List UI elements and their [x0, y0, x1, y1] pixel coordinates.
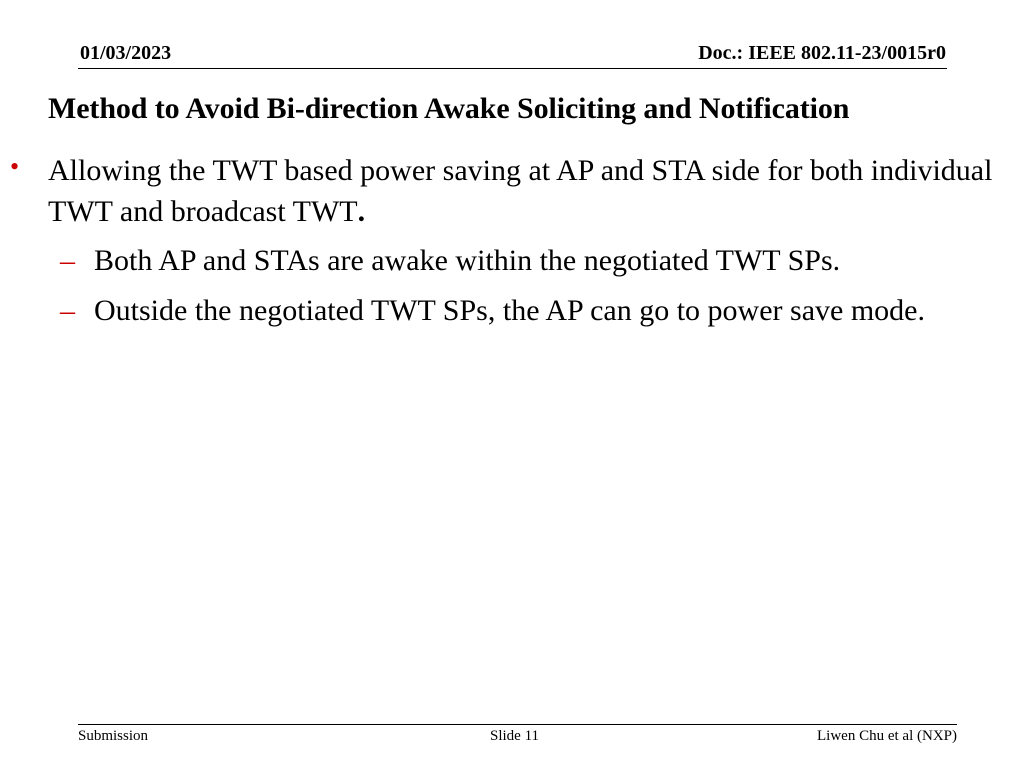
sub-bullet-2-marker: –: [60, 294, 75, 327]
bullet-1-text: [48, 150, 998, 232]
footer-slide-number: Slide 11: [490, 728, 540, 744]
header-date: 01/03/2023: [80, 42, 172, 64]
header-doc-id: Doc.: IEEE 802.11-23/0015r0: [698, 42, 946, 64]
bullet-marker: •: [10, 152, 20, 181]
bullet-1-end-mark: .: [357, 195, 366, 228]
sub-bullet-1-text: Both AP and STAs are awake within the negotiated TWT SPs.: [94, 244, 841, 277]
footer-author: Liwen Chu et al (NXP): [817, 728, 957, 744]
slide-title: Method to Avoid Bi-direction Awake Soliciting and Notification: [48, 92, 850, 125]
footer-submission: Submission: [78, 728, 149, 744]
sub-bullet-2-text: Outside the negotiated TWT SPs, the AP can go to power save mode.: [94, 294, 925, 327]
header-divider: [78, 68, 947, 69]
sub-bullet-1-marker: –: [60, 244, 75, 277]
bullet-1-body: Allowing the TWT based power saving at AP and STA side for both individual TWT and broadcast TWT: [48, 154, 993, 228]
footer-divider: [78, 724, 957, 725]
